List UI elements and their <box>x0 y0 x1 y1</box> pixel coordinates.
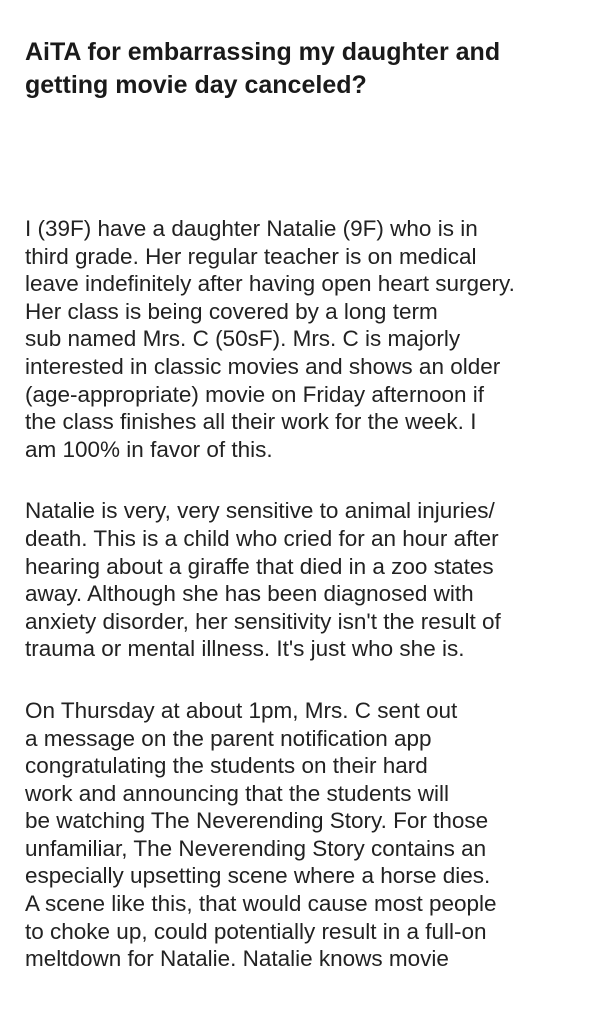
paragraph-line: (age-appropriate) movie on Friday afternoon if <box>25 381 484 407</box>
paragraph-line: work and announcing that the students will <box>25 780 450 806</box>
paragraph-line: interested in classic movies and shows an older <box>25 353 501 379</box>
paragraph-line: Her class is being covered by a long term <box>25 298 438 324</box>
paragraph-line: trauma or mental illness. It's just who she is. <box>25 636 465 662</box>
paragraph-line: On Thursday at about 1pm, Mrs. C sent out <box>25 697 458 723</box>
post-title-line: AiTA for embarrassing my daughter and <box>25 38 501 66</box>
paragraph-line: sub named Mrs. C (50sF). Mrs. C is majorly <box>25 326 461 352</box>
paragraph-line: the class finishes all their work for the week. I <box>25 409 477 435</box>
paragraph-line: A scene like this, that would cause most people <box>25 891 497 917</box>
paragraph-line: to choke up, could potentially result in a full-on <box>25 918 487 944</box>
post-paragraph-1 <box>25 215 590 463</box>
post-title-line: getting movie day canceled? <box>25 71 367 99</box>
paragraph-line: death. This is a child who cried for an hour after <box>25 525 499 551</box>
paragraph-line: especially upsetting scene where a horse dies. <box>25 863 491 889</box>
paragraph-line: unfamiliar, The Neverending Story contains an <box>25 835 487 861</box>
paragraph-line: away. Although she has been diagnosed with <box>25 581 474 607</box>
paragraph-line: hearing about a giraffe that died in a zoo states <box>25 553 494 579</box>
paragraph-line: am 100% in favor of this. <box>25 436 273 462</box>
post-body <box>25 215 590 1007</box>
paragraph-line: third grade. Her regular teacher is on medical <box>25 243 477 269</box>
paragraph-line: I (39F) have a daughter Natalie (9F) who is in <box>25 216 478 241</box>
paragraph-line: Natalie is very, very sensitive to animal injuries/ <box>25 498 495 524</box>
paragraph-line: a message on the parent notification app <box>25 725 432 751</box>
post-title <box>25 36 585 102</box>
post-paragraph-2 <box>25 497 590 663</box>
paragraph-line: be watching The Neverending Story. For those <box>25 808 489 834</box>
paragraph-line: leave indefinitely after having open heart surgery. <box>25 271 515 297</box>
paragraph-line: anxiety disorder, her sensitivity isn't the result of <box>25 608 501 634</box>
post-paragraph-3 <box>25 697 590 973</box>
paragraph-line: meltdown for Natalie. Natalie knows movie <box>25 946 449 972</box>
paragraph-line: congratulating the students on their hard <box>25 753 428 779</box>
